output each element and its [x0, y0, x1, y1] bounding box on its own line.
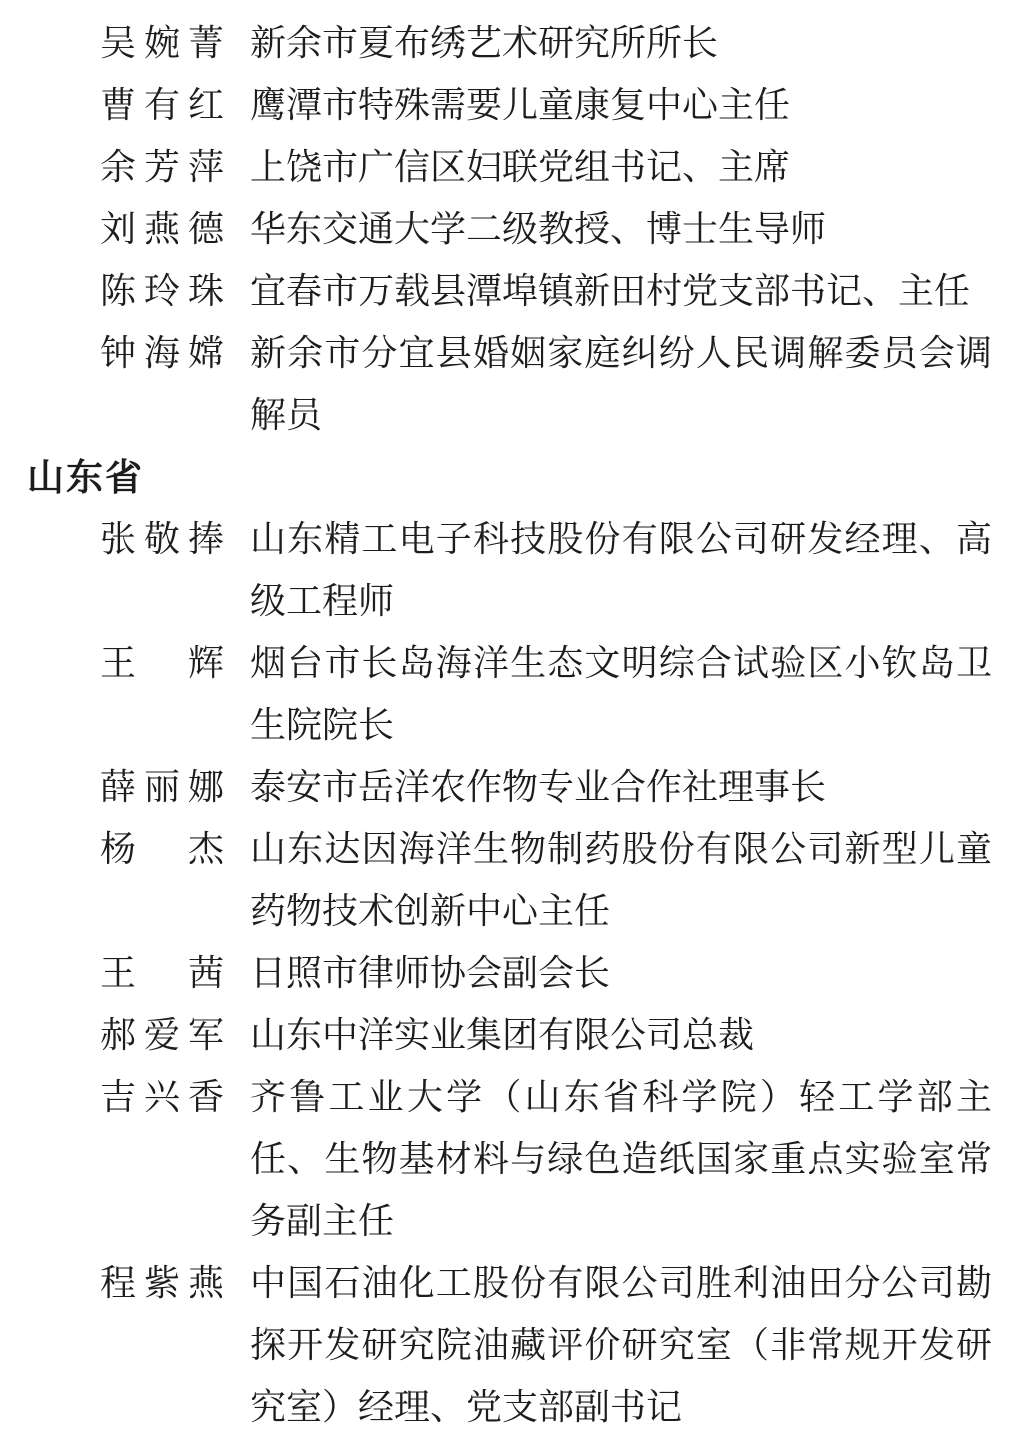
honoree-name: 薛丽娜 [100, 767, 224, 808]
honoree-name: 曹有红 [100, 85, 224, 126]
honoree-row [0, 509, 1025, 633]
province-section-header: 山东省 [27, 456, 144, 499]
honoree-row [0, 137, 1025, 199]
honoree-title: 泰安市岳洋农作物专业合作社理事长 [250, 767, 827, 808]
honoree-row [0, 323, 1025, 447]
honoree-row [0, 757, 1025, 819]
honoree-name: 陈玲珠 [100, 271, 224, 312]
honoree-name: 郝爱军 [100, 1015, 224, 1056]
honoree-title: 华东交通大学二级教授、博士生导师 [250, 209, 827, 250]
honoree-row [0, 943, 1025, 1005]
honoree-name: 张敬捧 [100, 519, 224, 560]
honoree-row [0, 819, 1025, 943]
honoree-title: 日照市律师协会副会长 [250, 953, 611, 994]
honoree-title: 中国石油化工股份有限公司胜利油田分公司勘探开发研究院油藏评价研究室（非常规开发研究室）经理、党支部副书记 [250, 1263, 992, 1428]
honoree-row [0, 633, 1025, 757]
honoree-title: 山东达因海洋生物制药股份有限公司新型儿童药物技术创新中心主任 [250, 829, 992, 932]
honoree-title: 新余市夏布绣艺术研究所所长 [250, 23, 719, 64]
honoree-row [0, 75, 1025, 137]
honoree-title: 鹰潭市特殊需要儿童康复中心主任 [250, 85, 791, 126]
honoree-name: 吴婉菁 [100, 23, 224, 64]
honoree-title: 齐鲁工业大学（山东省科学院）轻工学部主任、生物基材料与绿色造纸国家重点实验室常务副主任 [250, 1077, 992, 1242]
honoree-row [0, 261, 1025, 323]
honoree-title: 新余市分宜县婚姻家庭纠纷人民调解委员会调解员 [250, 333, 992, 436]
honoree-title: 山东精工电子科技股份有限公司研发经理、高级工程师 [250, 519, 992, 622]
honoree-name: 王 茜 [100, 953, 224, 994]
honoree-name: 钟海嫦 [100, 333, 224, 374]
honoree-title: 山东中洋实业集团有限公司总裁 [250, 1015, 755, 1056]
honoree-title: 烟台市长岛海洋生态文明综合试验区小钦岛卫生院院长 [250, 643, 992, 746]
honoree-name: 余芳萍 [100, 147, 224, 188]
honoree-name: 刘燕德 [100, 209, 224, 250]
honoree-title: 宜春市万载县潭埠镇新田村党支部书记、主任 [250, 271, 971, 312]
honoree-row [0, 1005, 1025, 1067]
honoree-row [0, 199, 1025, 261]
honoree-name: 杨 杰 [100, 829, 224, 870]
honoree-row [0, 1067, 1025, 1253]
honoree-title: 上饶市广信区妇联党组书记、主席 [250, 147, 791, 188]
honoree-row [0, 13, 1025, 75]
honoree-row [0, 1253, 1025, 1439]
honoree-name: 王 辉 [100, 643, 224, 684]
honoree-name: 吉兴香 [100, 1077, 224, 1118]
honoree-name: 程紫燕 [100, 1263, 224, 1304]
